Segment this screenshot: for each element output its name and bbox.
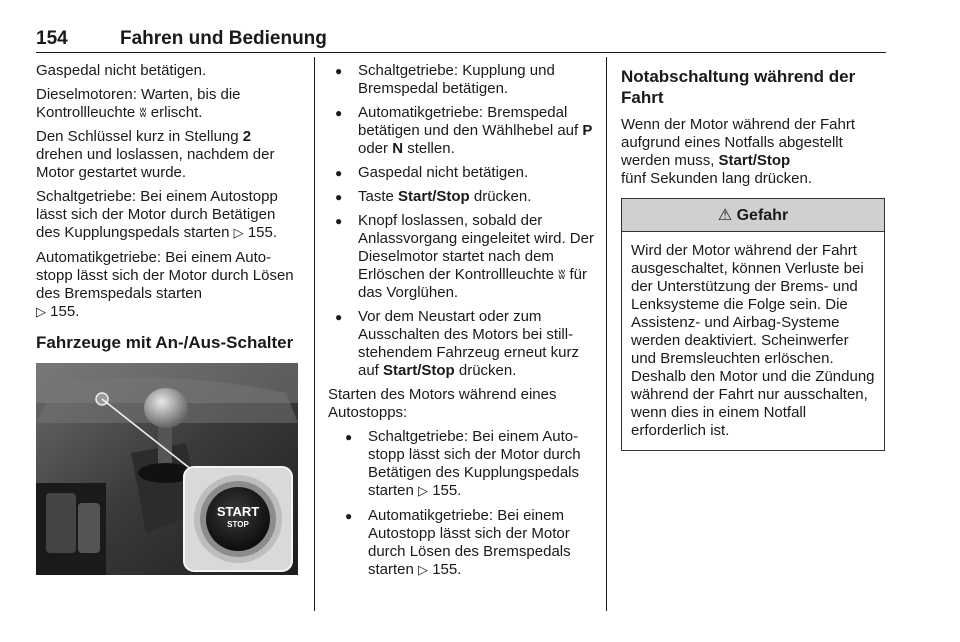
page-reference[interactable]: 155. <box>432 482 462 499</box>
list-item: ● Taste Start/Stop drücken. <box>328 188 594 206</box>
column-divider-2 <box>606 57 607 611</box>
list-item: ● Automatikgetriebe: Bei einem Autostopp lässt sich der Motor durch Lösen des Bremspedals starten ▷ 155. <box>328 507 594 580</box>
warning-text: Wird der Motor während der Fahrt ausgeschaltet, können Verluste bei der Unterstützung der Brems- und Lenksysteme die Folge sein. Die Assistenz- und Airbag-Systeme werden deaktiviert. Scheinwerfer und Bremsleuchten erlöschen. Deshalb den Motor und die Zündung während der Fahrt nur ausschalten, wenn dies in einem Notfall erforderlich ist. <box>631 242 875 439</box>
paragraph: Dieselmotoren: Warten, bis die Kontrollleuchte ʬ erlischt. <box>36 86 241 121</box>
glow-plug-icon: ʬ <box>139 105 147 121</box>
page-reference[interactable]: 155. <box>50 303 80 320</box>
step-list <box>328 62 594 380</box>
section-heading: Notabschaltung während der Fahrt <box>621 67 856 107</box>
warning-title: Gefahr <box>736 207 789 224</box>
paragraph: Gaspedal nicht betätigen. <box>36 62 207 79</box>
stop-button-label: STOP <box>227 520 249 529</box>
paragraph: Schaltgetriebe: Bei einem Autostopp lässt sich der Motor durch Betätigen des Kupplungspedals starten ▷ 155. <box>36 188 278 241</box>
start-button-label: START <box>216 504 260 519</box>
header-divider <box>36 52 886 53</box>
page-reference-arrow-icon: ▷ <box>233 226 244 241</box>
warning-header <box>622 199 884 232</box>
page-header <box>36 28 886 50</box>
autostop-list <box>328 428 594 580</box>
column-3 <box>621 62 887 451</box>
danger-warning-box <box>621 198 885 451</box>
page-reference-arrow-icon: ▷ <box>36 305 46 320</box>
page-reference[interactable]: 155. <box>432 561 462 578</box>
paragraph: Wenn der Motor während der Fahrt aufgrund eines Notfalls abgestellt werden muss, Start/Stop fünf Sekunden lang drücken. <box>621 116 856 187</box>
page-title: Fahren und Bedienung <box>120 28 327 49</box>
dashboard-illustration <box>36 363 298 575</box>
list-item: ● Automatikgetriebe: Bremspedal betätigen und den Wählhebel auf P oder N stellen. <box>328 104 594 158</box>
column-divider-1 <box>314 57 315 611</box>
list-item: ● Gaspedal nicht betätigen. <box>328 164 594 182</box>
paragraph: Starten des Motors während eines Autostopps: <box>328 386 557 421</box>
column-1 <box>36 62 300 575</box>
list-item: ● Schaltgetriebe: Kupplung und Bremspedal betätigen. <box>328 62 594 98</box>
column-2 <box>328 62 594 586</box>
paragraph: Den Schlüssel kurz in Stellung 2 drehen und loslassen, nachdem der Motor gestartet wurde. <box>36 128 275 181</box>
page-number: 154 <box>36 28 68 49</box>
glow-plug-icon: ʬ <box>558 267 566 283</box>
list-item: ● Vor dem Neustart oder zum Ausschalten des Motors bei stillstehendem Fahrzeug erneut kurz auf Start/Stop drücken. <box>328 308 594 380</box>
start-stop-button-photo <box>36 363 298 575</box>
paragraph: Automatikgetriebe: Bei einem Autostopp lässt sich der Motor durch Lösen des Bremspedals starten ▷ 155. <box>36 249 294 320</box>
page-reference[interactable]: 155. <box>247 224 278 241</box>
list-item: ● Schaltgetriebe: Bei einem Autostopp lässt sich der Motor durch Betätigen des Kupplungspedals starten ▷ 155. <box>328 428 594 501</box>
section-heading: Fahrzeuge mit An-/Aus-Schalter <box>36 333 294 352</box>
list-item: ● Knopf loslassen, sobald der Anlassvorgang eingeleitet wird. Der Dieselmotor startet nach dem Erlöschen der Kontrollleuchte ʬ für das Vorglühen. <box>328 212 594 302</box>
warning-triangle-icon: ⚠ <box>717 205 733 224</box>
page-reference-arrow-icon: ▷ <box>418 484 429 499</box>
page-reference-arrow-icon: ▷ <box>418 563 429 578</box>
